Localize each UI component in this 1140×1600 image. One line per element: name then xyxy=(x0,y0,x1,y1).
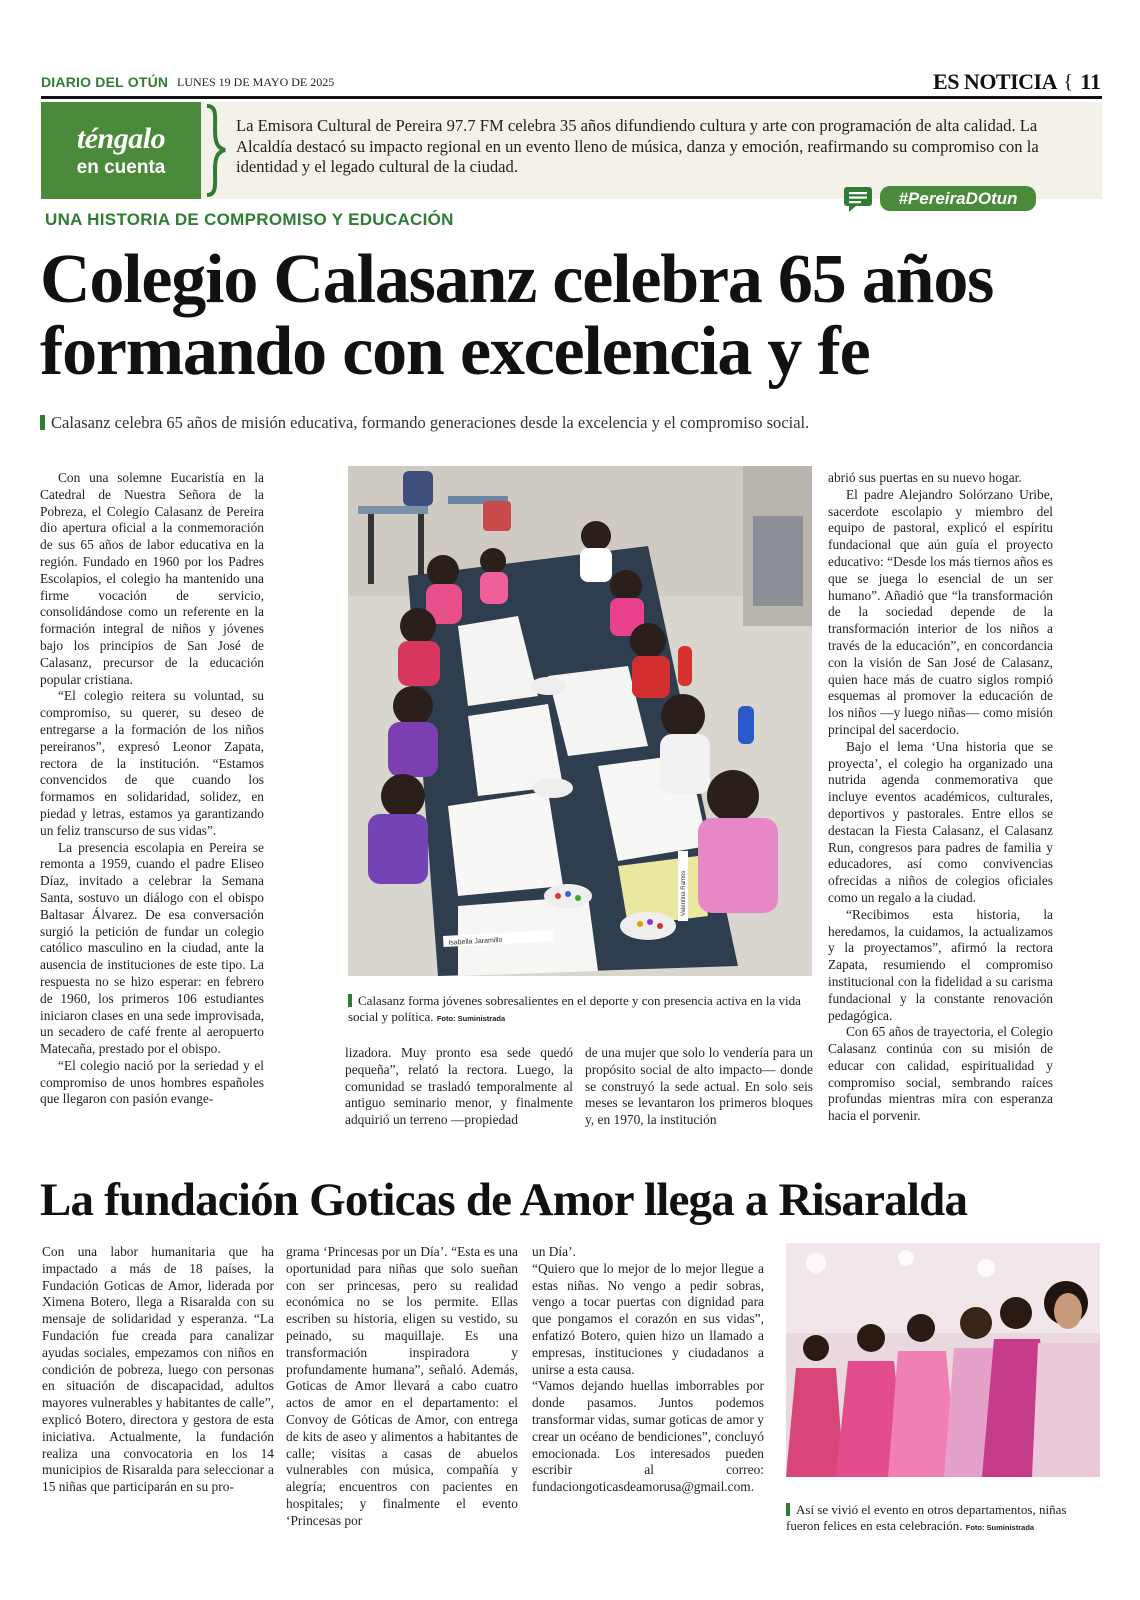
article2-column-3 xyxy=(532,1244,764,1496)
paragraph: Bajo el lema ‘Una historia que se proyecta’, el colegio ha organizado una nutrida agenda conmemorativa que incluye eventos académicos, culturales, deportivos y pastorales. Entre ellos se destacan la Fiesta Calasanz, el Calasanz Run, congresos para padres de familia y educadores, así como convivencias ofrecidas a niños de colegios oficiales como un regalo a la ciudad. xyxy=(828,738,1053,905)
hashtag-label: #PereiraDOtun xyxy=(880,186,1036,211)
paragraph: “Recibimos esta historia, la heredamos, la cuidamos, la actualizamos y la proyectamos”, afirmó la rectora Zapata, resumiendo el compromiso institucional con la fidelidad a su carisma fundacional y la constante renovación pedagógica. xyxy=(828,906,1053,1023)
hashtag-badge xyxy=(843,186,1038,214)
photo-caption xyxy=(348,993,812,1027)
paragraph: Con una solemne Eucaristía en la Catedral de Nuestra Señora de la Pobreza, el Colegio Calasanz de Pereira dio apertura oficial a la conmemoración de sus 65 años de labor educativa en la región. Fundado en 1960 por los Padres Escolapios, el colegio ha mantenido una firme vocación de servicio, consolidándose como un referente en la formación integral de niños y jóvenes bajo los principios de San José de Calasanz, precursor de la educación popular cristiana. xyxy=(40,470,264,687)
paragraph: Con 65 años de trayectoria, el Colegio Calasanz continúa con su misión de educar con calidad, espiritualidad y compromiso social, sembrando raíces profundas mientras mira con esperanza hacia el porvenir. xyxy=(828,1024,1053,1124)
masthead xyxy=(41,70,1101,94)
article2-column-2 xyxy=(286,1244,518,1530)
brace-icon xyxy=(201,102,231,199)
paragraph: lizadora. Muy pronto esa sede quedó pequeña”, relató la rectora. Luego, la comunidad se trasladó temporalmente al antiguo seminario menor, y finalmente adquirió un terreno —propiedad xyxy=(345,1045,573,1128)
caption-text: Así se vivió el evento en otros departamentos, niñas fueron felices en esta celebración. xyxy=(786,1502,1067,1533)
deck-text: Calasanz celebra 65 años de misión educativa, formando generaciones desde la excelencia y el compromiso social. xyxy=(51,413,810,432)
article-deck xyxy=(40,413,1100,433)
green-marker-icon xyxy=(348,994,352,1007)
paragraph: abrió sus puertas en su nuevo hogar. xyxy=(828,470,1022,485)
paragraph: Con una labor humanitaria que ha impactado a más de 18 países, la Fundación Goticas de Amor, liderada por Ximena Botero, llega a Risaralda con su mensaje de solidaridad y esperanza. “La Fundación fue creada para canalizar ayudas sociales, empezamos con niños en condición de pobreza, luego con personas en situación de discapacidad, adultos mayores vulnerables y habitantes de calle”, explicó Botero, directora y gestora de esta iniciativa. Actualmente, la fundación realiza una convocatoria en los 14 municipios de Risaralda para seleccionar a 15 niñas que participarán en su pro- xyxy=(42,1244,275,1495)
paragraph: “El colegio nació por la seriedad y el compromiso de unos hombres españoles que llegaron con pasión evange- xyxy=(40,1057,264,1107)
article-column-4 xyxy=(828,470,1053,1125)
headline-line-1: Colegio Calasanz celebra 65 años xyxy=(40,241,994,318)
paragraph: El padre Alejandro Solórzano Uribe, sacerdote escolapio y miembro del equipo de pastoral, explicó el espíritu fundacional que aún guía el proyecto educativo: “Desde los más tiernos años es que se juega lo esencial de un ser humano”. Añadió que “la transformación de la sociedad depende de la transformación interior de los niños a través de la educación”, en concordancia con la visión de San José de Calasanz, quien hace más de cuatro siglos rompió esquemas al promover la educación de los niños —y luego niñas— como misión principal del sacerdocio. xyxy=(828,486,1053,737)
masthead-rule xyxy=(41,96,1102,99)
tengalo-box xyxy=(41,102,1102,199)
article2-headline: La fundación Goticas de Amor llega a Risaralda xyxy=(40,1174,968,1226)
paragraph: un Día’. xyxy=(532,1244,576,1259)
chat-bubble-icon xyxy=(843,186,873,212)
page-number: 11 xyxy=(1080,69,1101,94)
article2-column-1 xyxy=(42,1244,274,1496)
photo2-caption xyxy=(786,1502,1102,1536)
section-name: ES NOTICIA xyxy=(933,69,1057,94)
article-headline xyxy=(40,241,1120,390)
paragraph: “Quiero que lo mejor de lo mejor llegue a estas niñas. No vengo a pedir sobras, vengo a tocar puertas con dignidad para que pongamos el corazón en sus vidas”, enfatizó Botero, quien hizo un llamado a empresas, instituciones y ciudadanos a unirse a esta causa. xyxy=(532,1260,764,1377)
tengalo-text: La Emisora Cultural de Pereira 97.7 FM celebra 35 años difundiendo cultura y arte con programación de alta calidad. La Alcaldía destacó su impacto regional en un evento lleno de música, danza y emoción, reafirmando su compromiso con la identidad y el legado cultural de la ciudad. xyxy=(236,116,1039,176)
tengalo-line1: téngalo xyxy=(76,122,166,155)
headline-line-2: formando con excelencia y fe xyxy=(40,313,870,390)
tengalo-label xyxy=(41,102,201,199)
article-kicker: UNA HISTORIA DE COMPROMISO Y EDUCACIÓN xyxy=(45,210,454,229)
article-column-3 xyxy=(585,1045,813,1129)
paragraph: de una mujer que solo lo vendería para un propósito social de alto impacto— donde se construyó la sede actual. En solo seis meses se levantaron los primeros bloques y, en 1970, la institución xyxy=(585,1045,813,1128)
paragraph: La presencia escolapia en Pereira se remonta a 1959, cuando el padre Eliseo Díaz, invitado a celebrar la Semana Santa, sostuvo un diálogo con el obispo Baltasar Álvarez. De esa conversación surgió la petición de fundar un colegio católico masculino en la ciudad, ante la ausencia de instituciones de este tipo. La respuesta no se hizo esperar: en febrero de 1960, los primeros 106 estudiantes iniciaron clases en una sede improvisada, un secadero de café frente al aeropuerto Matecaña, prestado por el obispo. xyxy=(40,839,264,1057)
paragraph: “El colegio reitera su voluntad, su compromiso, su querer, su deseo de entregarse a la formación de los niños pereiranos”, expresó Leonor Zapata, rectora de la institución. “Estamos convencidos de que cuando los formamos en solidaridad, solidez, en piedad y letras, estamos ya garantizando un feliz transcurso de sus vidas”. xyxy=(40,688,264,838)
photo-credit: Foto: Suministrada xyxy=(436,1014,506,1023)
issue-date: LUNES 19 DE MAYO DE 2025 xyxy=(177,75,335,89)
photo-credit: Foto: Suministrada xyxy=(965,1523,1035,1532)
green-marker-icon xyxy=(40,415,45,430)
classroom-photo xyxy=(348,466,812,976)
bracket-icon: { xyxy=(1063,71,1073,93)
princesses-photo xyxy=(786,1243,1100,1477)
paragraph: grama ‘Princesas por un Día’. “Esta es una oportunidad para niñas que solo sueñan con ser princesas, pero su realidad económica no se los permite. Ellas escriben su historia, eligen su vestido, su peinado, su maquillaje. Es una transformación inspiradora y profundamente humana”, señaló. Además, Goticas de Amor llevará a cabo cuatro actos de amor en el departamento: el Convoy de Góticas de Amor, con entrega de kits de aseo y alimentos a habitantes de calle; visitas a casas de abuelos vulnerables con música, compañía y alegría; encuentros con pacientes en hospitales; y finalmente el evento ‘Princesas por xyxy=(286,1244,518,1528)
paragraph: “Vamos dejando huellas imborrables por donde pasamos. Juntos podemos transformar vidas, sumar goticas de amor y crear un océano de bendiciones”, concluyó emocionada. Los interesados pueden escribir al correo: fundaciongoticasdeamorusa@gmail.com. xyxy=(532,1378,764,1495)
caption-text: Calasanz forma jóvenes sobresalientes en el deporte y con presencia activa en la vida social y política. xyxy=(348,993,801,1024)
newspaper-brand: DIARIO DEL OTÚN xyxy=(41,74,169,90)
photo-name-tag: Isabella Jaramillo xyxy=(448,936,503,947)
green-marker-icon xyxy=(786,1503,790,1516)
article-column-1 xyxy=(40,470,264,1108)
tengalo-line2: en cuenta xyxy=(76,157,166,178)
photo-name-tag: Valentina Ramos xyxy=(681,870,687,916)
article-column-2 xyxy=(345,1045,573,1129)
